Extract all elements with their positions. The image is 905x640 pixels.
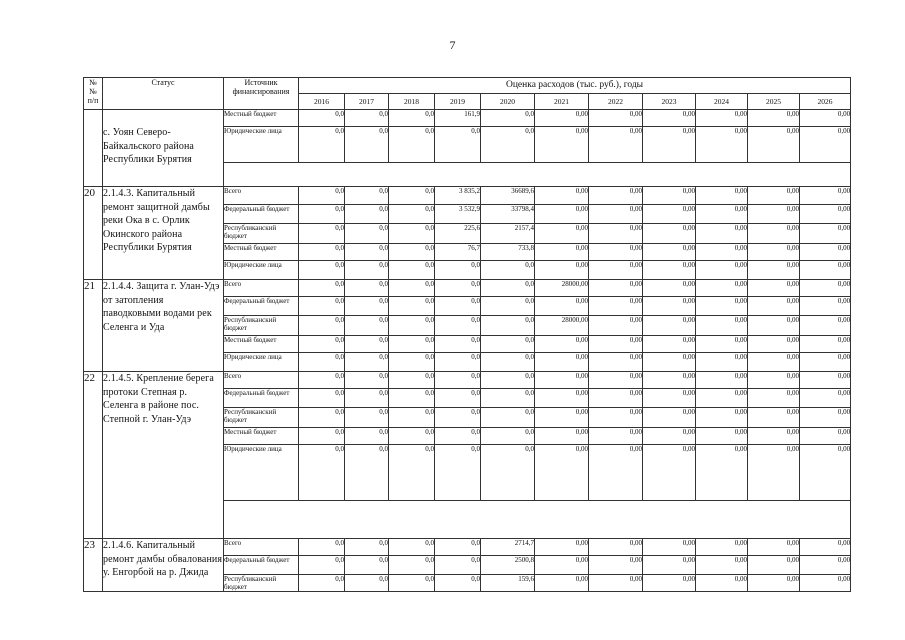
cost-value: 0,00 xyxy=(535,336,589,353)
cost-value: 0,00 xyxy=(800,336,851,353)
cost-value: 0,0 xyxy=(345,445,389,501)
cost-value: 0,0 xyxy=(299,408,345,428)
cost-value: 0,0 xyxy=(299,205,345,224)
cost-value: 0,0 xyxy=(389,372,435,389)
cost-value: 0,00 xyxy=(696,205,748,224)
cost-value: 0,00 xyxy=(589,372,643,389)
cost-value: 36689,6 xyxy=(481,187,535,205)
cost-value: 0,0 xyxy=(345,297,389,316)
header-year: 2019 xyxy=(435,94,481,110)
cost-value: 0,00 xyxy=(535,539,589,556)
cost-value: 0,00 xyxy=(800,187,851,205)
cost-value: 0,00 xyxy=(748,539,800,556)
cost-value: 0,00 xyxy=(535,297,589,316)
cost-value: 0,0 xyxy=(345,336,389,353)
cost-value: 0,00 xyxy=(800,316,851,336)
table-header xyxy=(84,78,851,110)
cost-value: 0,0 xyxy=(389,353,435,372)
cost-value: 0,0 xyxy=(299,372,345,389)
cost-value: 0,0 xyxy=(345,110,389,127)
cost-value: 0,0 xyxy=(299,244,345,261)
cost-value: 0,0 xyxy=(481,372,535,389)
cost-value: 0,0 xyxy=(345,556,389,575)
cost-value: 0,00 xyxy=(589,353,643,372)
cost-value: 0,00 xyxy=(696,556,748,575)
cost-value: 0,0 xyxy=(389,297,435,316)
funding-source: Республиканский бюджет xyxy=(224,316,299,336)
cost-value: 0,0 xyxy=(299,110,345,127)
cost-value: 0,00 xyxy=(535,110,589,127)
cost-value: 0,0 xyxy=(345,428,389,445)
header-source: Источник финансирования xyxy=(224,78,299,110)
measure-name: 2.1.4.4. Защита г. Улан-Удэ от затопления паводковыми водами рек Селенга и Уда xyxy=(103,280,224,372)
funding-source: Республиканский бюджет xyxy=(224,408,299,428)
cost-value: 0,00 xyxy=(589,575,643,592)
cost-value: 0,0 xyxy=(389,187,435,205)
cost-value: 0,00 xyxy=(748,408,800,428)
cost-value: 0,00 xyxy=(643,539,696,556)
table-row xyxy=(84,280,851,297)
cost-value: 0,00 xyxy=(535,261,589,280)
cost-value: 0,00 xyxy=(696,297,748,316)
measure-name: 2.1.4.5. Крепление берега протоки Степная р. Селенга в районе пос. Степной г. Улан-Удэ xyxy=(103,372,224,539)
cost-value: 0,0 xyxy=(389,428,435,445)
cost-value: 0,00 xyxy=(800,428,851,445)
cost-value: 0,00 xyxy=(696,187,748,205)
funding-source: Местный бюджет xyxy=(224,110,299,127)
cost-value: 0,0 xyxy=(345,575,389,592)
cost-value: 0,00 xyxy=(643,187,696,205)
cost-value: 0,00 xyxy=(696,389,748,408)
cost-value: 0,00 xyxy=(696,539,748,556)
cost-value: 0,0 xyxy=(481,389,535,408)
table-row xyxy=(84,187,851,205)
cost-value: 0,00 xyxy=(696,372,748,389)
cost-value: 0,0 xyxy=(345,127,389,163)
cost-value: 0,00 xyxy=(535,428,589,445)
cost-value: 733,8 xyxy=(481,244,535,261)
cost-value: 0,00 xyxy=(748,261,800,280)
cost-value: 0,0 xyxy=(299,224,345,244)
row-number: 23 xyxy=(84,539,103,592)
cost-value: 159,6 xyxy=(481,575,535,592)
cost-value: 0,0 xyxy=(345,353,389,372)
cost-value: 0,0 xyxy=(389,127,435,163)
cost-value: 0,0 xyxy=(435,353,481,372)
funding-source: Местный бюджет xyxy=(224,244,299,261)
cost-value: 0,00 xyxy=(696,127,748,163)
funding-source: Местный бюджет xyxy=(224,336,299,353)
header-year: 2022 xyxy=(589,94,643,110)
cost-value: 0,0 xyxy=(299,353,345,372)
cost-value: 0,0 xyxy=(299,280,345,297)
cost-value: 0,0 xyxy=(299,539,345,556)
funding-source: Всего xyxy=(224,539,299,556)
cost-value: 0,0 xyxy=(299,297,345,316)
header-year: 2021 xyxy=(535,94,589,110)
table-row xyxy=(84,372,851,389)
cost-value: 0,00 xyxy=(800,445,851,501)
cost-value: 0,00 xyxy=(748,316,800,336)
row-number xyxy=(84,110,103,187)
cost-value: 0,00 xyxy=(800,280,851,297)
cost-value: 0,00 xyxy=(696,261,748,280)
row-number: 22 xyxy=(84,372,103,539)
cost-value: 0,00 xyxy=(800,556,851,575)
cost-value: 0,00 xyxy=(800,261,851,280)
cost-value: 0,00 xyxy=(589,297,643,316)
cost-value: 0,00 xyxy=(748,205,800,224)
cost-value: 0,00 xyxy=(643,244,696,261)
cost-value: 0,00 xyxy=(800,372,851,389)
cost-value: 0,0 xyxy=(389,261,435,280)
cost-value: 0,00 xyxy=(748,389,800,408)
cost-value: 0,00 xyxy=(643,372,696,389)
cost-value: 0,00 xyxy=(748,187,800,205)
cost-value: 0,0 xyxy=(389,539,435,556)
cost-value: 0,00 xyxy=(535,205,589,224)
cost-value: 0,00 xyxy=(696,575,748,592)
cost-value: 0,00 xyxy=(748,280,800,297)
header-year: 2020 xyxy=(481,94,535,110)
cost-value: 0,00 xyxy=(643,428,696,445)
cost-value: 0,00 xyxy=(589,187,643,205)
cost-value: 2500,8 xyxy=(481,556,535,575)
cost-value: 0,0 xyxy=(435,280,481,297)
header-year: 2026 xyxy=(800,94,851,110)
cost-value: 0,00 xyxy=(535,187,589,205)
cost-value: 0,00 xyxy=(748,224,800,244)
row-number: 21 xyxy=(84,280,103,372)
cost-value: 0,00 xyxy=(748,353,800,372)
cost-value: 0,0 xyxy=(481,408,535,428)
cost-value: 0,00 xyxy=(589,316,643,336)
table-row xyxy=(84,539,851,556)
cost-value: 0,0 xyxy=(481,428,535,445)
funding-source: Юридические лица xyxy=(224,445,299,501)
measure-name: с. Уоян Северо-Байкальского района Республики Бурятия xyxy=(103,110,224,187)
cost-value: 0,00 xyxy=(589,244,643,261)
budget-table xyxy=(83,77,851,592)
cost-value: 0,00 xyxy=(643,575,696,592)
header-estimate: Оценка расходов (тыс. руб.), годы xyxy=(299,78,851,94)
cost-value: 3 835,2 xyxy=(435,187,481,205)
cost-value: 0,0 xyxy=(481,110,535,127)
cost-value: 0,00 xyxy=(800,110,851,127)
cost-value: 0,00 xyxy=(696,336,748,353)
cost-value: 0,00 xyxy=(748,244,800,261)
cost-value: 0,00 xyxy=(643,127,696,163)
header-status: Статус xyxy=(103,78,224,110)
cost-value: 0,0 xyxy=(481,297,535,316)
cost-value: 0,00 xyxy=(589,280,643,297)
cost-value: 0,00 xyxy=(643,205,696,224)
funding-source: Федеральный бюджет xyxy=(224,556,299,575)
cost-value: 0,00 xyxy=(800,353,851,372)
cost-value: 0,0 xyxy=(345,372,389,389)
cost-value: 0,00 xyxy=(800,539,851,556)
cost-value: 0,00 xyxy=(589,336,643,353)
cost-value: 0,0 xyxy=(389,316,435,336)
cost-value: 0,0 xyxy=(299,336,345,353)
cost-value: 0,00 xyxy=(696,353,748,372)
cost-value: 0,0 xyxy=(435,445,481,501)
funding-source: Юридические лица xyxy=(224,353,299,372)
cost-value: 76,7 xyxy=(435,244,481,261)
cost-value: 0,0 xyxy=(435,261,481,280)
cost-value: 0,0 xyxy=(389,445,435,501)
cost-value: 0,00 xyxy=(748,127,800,163)
cost-value: 0,00 xyxy=(643,280,696,297)
cost-value: 0,0 xyxy=(435,127,481,163)
cost-value: 0,00 xyxy=(748,556,800,575)
cost-value: 0,0 xyxy=(345,261,389,280)
cost-value: 0,00 xyxy=(748,445,800,501)
cost-value: 0,0 xyxy=(389,280,435,297)
cost-value: 0,0 xyxy=(435,556,481,575)
cost-value: 0,0 xyxy=(435,316,481,336)
cost-value: 0,00 xyxy=(696,408,748,428)
cost-value: 0,00 xyxy=(643,353,696,372)
cost-value: 0,0 xyxy=(389,556,435,575)
cost-value: 0,00 xyxy=(589,261,643,280)
cost-value: 0,00 xyxy=(800,224,851,244)
cost-value: 0,00 xyxy=(643,297,696,316)
cost-value: 0,00 xyxy=(800,127,851,163)
cost-value: 0,0 xyxy=(299,389,345,408)
funding-source: Местный бюджет xyxy=(224,428,299,445)
cost-value: 33798,4 xyxy=(481,205,535,224)
cost-value: 0,0 xyxy=(299,445,345,501)
cost-value: 0,0 xyxy=(389,205,435,224)
cost-value: 0,00 xyxy=(748,110,800,127)
cost-value: 0,00 xyxy=(696,280,748,297)
cost-value: 0,00 xyxy=(535,556,589,575)
cost-value: 2714,7 xyxy=(481,539,535,556)
table-row xyxy=(84,110,851,127)
funding-source: Всего xyxy=(224,187,299,205)
cost-value: 0,00 xyxy=(589,224,643,244)
cost-value: 0,00 xyxy=(748,428,800,445)
funding-source: Федеральный бюджет xyxy=(224,297,299,316)
page-number: 7 xyxy=(449,38,456,52)
header-year: 2024 xyxy=(696,94,748,110)
cost-value: 0,0 xyxy=(345,224,389,244)
cost-value: 0,0 xyxy=(345,244,389,261)
cost-value: 0,00 xyxy=(696,428,748,445)
cost-value: 0,0 xyxy=(389,110,435,127)
spacer-cell xyxy=(224,501,851,539)
funding-source: Республиканский бюджет xyxy=(224,575,299,592)
cost-value: 0,0 xyxy=(299,556,345,575)
cost-value: 0,00 xyxy=(643,556,696,575)
cost-value: 0,00 xyxy=(748,372,800,389)
cost-value: 0,0 xyxy=(345,205,389,224)
cost-value: 0,0 xyxy=(299,261,345,280)
cost-value: 0,00 xyxy=(748,575,800,592)
cost-value: 0,0 xyxy=(345,187,389,205)
cost-value: 0,00 xyxy=(535,389,589,408)
cost-value: 0,00 xyxy=(643,316,696,336)
cost-value: 0,00 xyxy=(748,297,800,316)
funding-source: Республиканский бюджет xyxy=(224,224,299,244)
cost-value: 0,00 xyxy=(535,244,589,261)
header-year: 2016 xyxy=(299,94,345,110)
cost-value: 0,0 xyxy=(299,187,345,205)
cost-value: 0,0 xyxy=(481,316,535,336)
cost-value: 0,0 xyxy=(481,280,535,297)
cost-value: 0,0 xyxy=(435,336,481,353)
cost-value: 0,0 xyxy=(435,389,481,408)
cost-value: 0,00 xyxy=(589,127,643,163)
header-year: 2017 xyxy=(345,94,389,110)
funding-source: Юридические лица xyxy=(224,261,299,280)
cost-value: 0,00 xyxy=(643,336,696,353)
cost-value: 28000,00 xyxy=(535,280,589,297)
header-num: № № п/п xyxy=(84,78,103,110)
cost-value: 0,00 xyxy=(643,445,696,501)
cost-value: 0,00 xyxy=(643,389,696,408)
cost-value: 0,0 xyxy=(481,127,535,163)
cost-value: 0,00 xyxy=(800,297,851,316)
cost-value: 0,00 xyxy=(535,372,589,389)
cost-value: 0,0 xyxy=(481,336,535,353)
cost-value: 0,00 xyxy=(800,244,851,261)
cost-value: 0,00 xyxy=(535,224,589,244)
cost-value: 0,00 xyxy=(535,353,589,372)
cost-value: 0,0 xyxy=(435,408,481,428)
cost-value: 0,00 xyxy=(696,316,748,336)
cost-value: 0,0 xyxy=(435,428,481,445)
cost-value: 0,0 xyxy=(345,389,389,408)
cost-value: 0,00 xyxy=(535,575,589,592)
cost-value: 3 532,9 xyxy=(435,205,481,224)
cost-value: 225,6 xyxy=(435,224,481,244)
cost-value: 0,0 xyxy=(435,372,481,389)
cost-value: 0,00 xyxy=(589,445,643,501)
header-year: 2023 xyxy=(643,94,696,110)
cost-value: 0,00 xyxy=(696,445,748,501)
cost-value: 0,0 xyxy=(389,408,435,428)
cost-value: 0,00 xyxy=(589,556,643,575)
funding-source: Федеральный бюджет xyxy=(224,205,299,224)
measure-name: 2.1.4.6. Капитальный ремонт дамбы обвалования у. Енгорбой на р. Джида xyxy=(103,539,224,592)
cost-value: 0,0 xyxy=(481,353,535,372)
cost-value: 0,00 xyxy=(589,389,643,408)
row-number: 20 xyxy=(84,187,103,280)
cost-value: 0,0 xyxy=(299,316,345,336)
cost-value: 0,0 xyxy=(299,428,345,445)
cost-value: 0,00 xyxy=(589,539,643,556)
cost-value: 0,0 xyxy=(481,261,535,280)
cost-value: 0,00 xyxy=(589,110,643,127)
cost-value: 0,00 xyxy=(696,224,748,244)
cost-value: 0,0 xyxy=(345,539,389,556)
cost-value: 0,00 xyxy=(643,110,696,127)
funding-source: Федеральный бюджет xyxy=(224,389,299,408)
cost-value: 0,00 xyxy=(696,110,748,127)
cost-value: 0,00 xyxy=(800,575,851,592)
cost-value: 0,0 xyxy=(345,316,389,336)
spacer-cell xyxy=(224,163,851,187)
cost-value: 0,00 xyxy=(589,408,643,428)
header-year: 2025 xyxy=(748,94,800,110)
table-body xyxy=(84,110,851,592)
cost-value: 0,0 xyxy=(435,539,481,556)
cost-value: 0,00 xyxy=(643,261,696,280)
cost-value: 0,00 xyxy=(535,445,589,501)
cost-value: 0,00 xyxy=(800,205,851,224)
cost-value: 2157,4 xyxy=(481,224,535,244)
header-year: 2018 xyxy=(389,94,435,110)
cost-value: 0,00 xyxy=(535,408,589,428)
measure-name: 2.1.4.3. Капитальный ремонт защитной дамбы реки Ока в с. Орлик Окинского района Республики Бурятия xyxy=(103,187,224,280)
cost-value: 0,00 xyxy=(535,127,589,163)
cost-value: 0,0 xyxy=(389,575,435,592)
cost-value: 161,9 xyxy=(435,110,481,127)
cost-value: 28000,00 xyxy=(535,316,589,336)
funding-source: Всего xyxy=(224,372,299,389)
cost-value: 0,0 xyxy=(299,127,345,163)
funding-source: Всего xyxy=(224,280,299,297)
cost-value: 0,0 xyxy=(345,280,389,297)
cost-value: 0,0 xyxy=(389,336,435,353)
cost-value: 0,00 xyxy=(589,428,643,445)
cost-value: 0,00 xyxy=(800,408,851,428)
cost-value: 0,00 xyxy=(643,224,696,244)
cost-value: 0,0 xyxy=(389,389,435,408)
cost-value: 0,00 xyxy=(643,408,696,428)
cost-value: 0,0 xyxy=(299,575,345,592)
cost-value: 0,0 xyxy=(435,575,481,592)
cost-value: 0,00 xyxy=(800,389,851,408)
cost-value: 0,00 xyxy=(748,336,800,353)
cost-value: 0,0 xyxy=(389,224,435,244)
funding-source: Юридические лица xyxy=(224,127,299,163)
cost-value: 0,0 xyxy=(481,445,535,501)
cost-value: 0,0 xyxy=(389,244,435,261)
cost-value: 0,00 xyxy=(589,205,643,224)
cost-value: 0,0 xyxy=(345,408,389,428)
cost-value: 0,0 xyxy=(435,297,481,316)
cost-value: 0,00 xyxy=(696,244,748,261)
